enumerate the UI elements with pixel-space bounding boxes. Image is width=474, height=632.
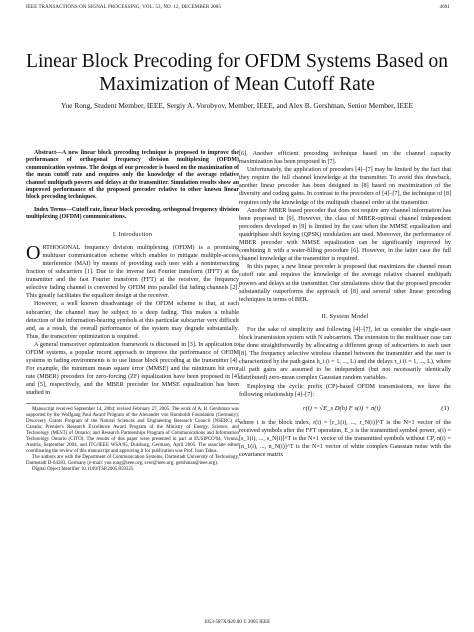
section-heading-introduction: I. Introduction	[112, 230, 153, 238]
footnote-affiliation: The authors are with the Department of Communication Systems, Darmstadt University of Technology, Darmstadt D-64283, Germany (e-mail: yue.rong@ieee.org; svor@ieee.org; gershman@ieee.org).	[26, 455, 239, 467]
intro-paragraph-2: However, a well known disadvantage of the OFDM scheme is that, at each subcarrier, the channel may be subject to a deep fading. This makes a reliable detection of the information-bearing symbols at this particular subcarrier very difficult and, as a result, the overall performance of the system may degrade substantially. Thus, the transceiver optimization is required.	[26, 301, 239, 340]
intro-paragraph-4: [6]. Another efficient precoding technique based on the channel capacity maximization has been proposed in [7].	[239, 151, 451, 166]
system-model-paragraph-2: Employing the cyclic prefix (CP)-based OFDM transmissions, we have the following relationship [4]–[7]:	[239, 383, 451, 398]
intro-paragraph-1	[26, 241, 239, 301]
journal-info: IEEE TRANSACTIONS ON SIGNAL PROCESSING, VOL. 53, NO. 12, DECEMBER 2005	[26, 5, 222, 10]
footnote-manuscript: Manuscript received September 14, 2004; revised February 27, 2005. The work of A. B. Gershman was supported by the Wolfgang Paul Award Program of the Alexander von Humboldt Foundation (Germany); Discovery Grants Program of the Natural Sciences and Engineering Research Council (NSERC) of Canada; Premier's Research Excellence Award Program of the Ministry of Energy, Science, and Technology (MEST) of Ontario; and Research Partnerships Program of Communications and Information Technology Ontario (CITO). The results of this paper were presented in part at EUSIPCO'04, Vienna, Austria, September 2004, and ITG/IEEE WSA'05, Duisburg, Germany, April 2005. The associate editor coordinating the review of this manuscript and approving it for publication was Prof. Ioan Tabus.	[26, 406, 239, 455]
intro-paragraph-6: Another MBER based precoder that does not require any channel information has been proposed in [9]. However, the class of MBER-optimal channel independent precoders developed in [9] is limited by the case when the MMSE equalization and quadriphase shift keying (QPSK) modulation are used. Moreover, the performance of MBER precoder with MMSE equalization can be significantly improved by combining it with a water-filling procedure [6]. However, in the latter case the full channel knowledge at the transmitter is required.	[239, 207, 451, 263]
equation-body: r(i) = √E_s D(h) F s(i) + n(i)	[303, 404, 381, 412]
intro-paragraph-3: A general transceiver optimization framework is discussed in [3]. In application to OFDM systems, a popular recent approach to improve the performance of OFDM systems in fading environments is to use linear block precoding at the transmitter [4]. For example, the minimum mean square error (MMSE) and the minimum bit error rate (MBER) precoders for zero-forcing (ZF) equalization have been proposed in [4] and [5], respectively, and the MBER precoder for MMSE equalization has been studied in	[26, 341, 239, 397]
equation-1	[239, 405, 449, 413]
intro-paragraph-7: In this paper, a new linear precoder is proposed that maximizes the channel mean cutoff rate and requires the knowledge of the average relative channel multipath powers and delays at the transmitter. Our simulations show that the proposed precoder substantially outperforms the approach of [8] and several other linear precoding techniques in terms of BER.	[239, 264, 451, 303]
intro-paragraph-1-text: RTHOGONAL frequency division multiplexing (OFDM) is a promising multiuser communication scheme which enables to mitigate multiple-access interference (MAI) by means of providing each user with a nonintersecting fraction of subcarriers [1]. Due to the inverse fast Fourier transform (IFFT) at the transmitter and the fast Fourier transform (FFT) at the receiver, the frequency selective fading channel is converted by OFDM into parallel flat fading channels [2]. This greatly facilitates the equalizer design at the receiver.	[26, 244, 239, 300]
running-head	[26, 5, 450, 10]
first-page-footnote	[26, 403, 239, 474]
footnote-doi: Digital Object Identifier 10.1109/TSP.2005.859325	[32, 467, 134, 473]
intro-paragraph-5: Unfortunately, the application of precoders [4]–[7] may be limited by the fact that they require the full channel knowledge at the transmitter. To avoid this drawback, another linear precoder has been designed in [8] based on maximization of the diversity and coding gains. In contrast to the precoders of [4]–[7], the technique of [8] requires only the knowledge of the multipath channel order at the transmitter.	[239, 167, 451, 206]
left-column	[26, 150, 239, 474]
index-terms: Index Terms—Cutoff rate, linear block precoding, orthogonal frequency division multiplexing (OFDM) communications.	[26, 206, 239, 221]
drop-cap: O	[26, 241, 41, 264]
paper-title: Linear Block Precoding for OFDM Systems Based on Maximization of Mean Cutoff Rate	[26, 51, 448, 95]
right-column	[239, 150, 451, 459]
author-list: Yue Rong, Student Member, IEEE, Sergiy A. Vorobyov, Member, IEEE, and Alex B. Gershman, Senior Member, IEEE	[60, 101, 414, 110]
page-number: 4691	[439, 5, 450, 10]
section-heading-system-model: II. System Model	[321, 312, 369, 320]
abstract: Abstract—A new linear block precoding technique is proposed to improve the performance of orthogonal frequency division multiplexing (OFDM) communication systems. The design of our precoder is based on the maximization of the mean cutoff rate and requires only the knowledge of the average relative channel multipath powers and delays at the transmitter. Simulation results show an improved performance of the proposed precoder relative to other known linear block precoding techniques.	[26, 150, 239, 201]
copyright-footer: 1053-587X/$20.00 © 2005 IEEE	[203, 620, 271, 625]
system-model-paragraph-3: where i is the block index, r(i) = [r_1(i), ..., r_N(i)]^T is the N×1 vector of the received symbols after the FFT operation, E_s is the transmitted symbol power, s(i) = [s_1(i), ..., s_N(i)]^T is the N×1 vector of the transmitted symbols without CP, n(i) = [n_1(i), ..., n_N(i)]^T is the N×1 vector of white complex Gaussian noise with the covariance matrix	[239, 419, 451, 459]
equation-number: (1)	[441, 404, 449, 412]
system-model-paragraph-1: For the sake of simplicity and following [4]–[7], let us consider the single-user block transmission system with N subcarriers. The extension to the multiuser case can be done straightforwardly by allocating a different group of subcarriers to each user [8]. The frequency selective wireless channel between the transmitter and the user is characterized by the path gains h_i (i = 1, ..., L) and the delays τ_i (i = 1, ..., L), where all path gains are assumed to be independent (but not necessarily identically distributed) zero-mean complex Gaussian random variables.	[239, 326, 451, 382]
